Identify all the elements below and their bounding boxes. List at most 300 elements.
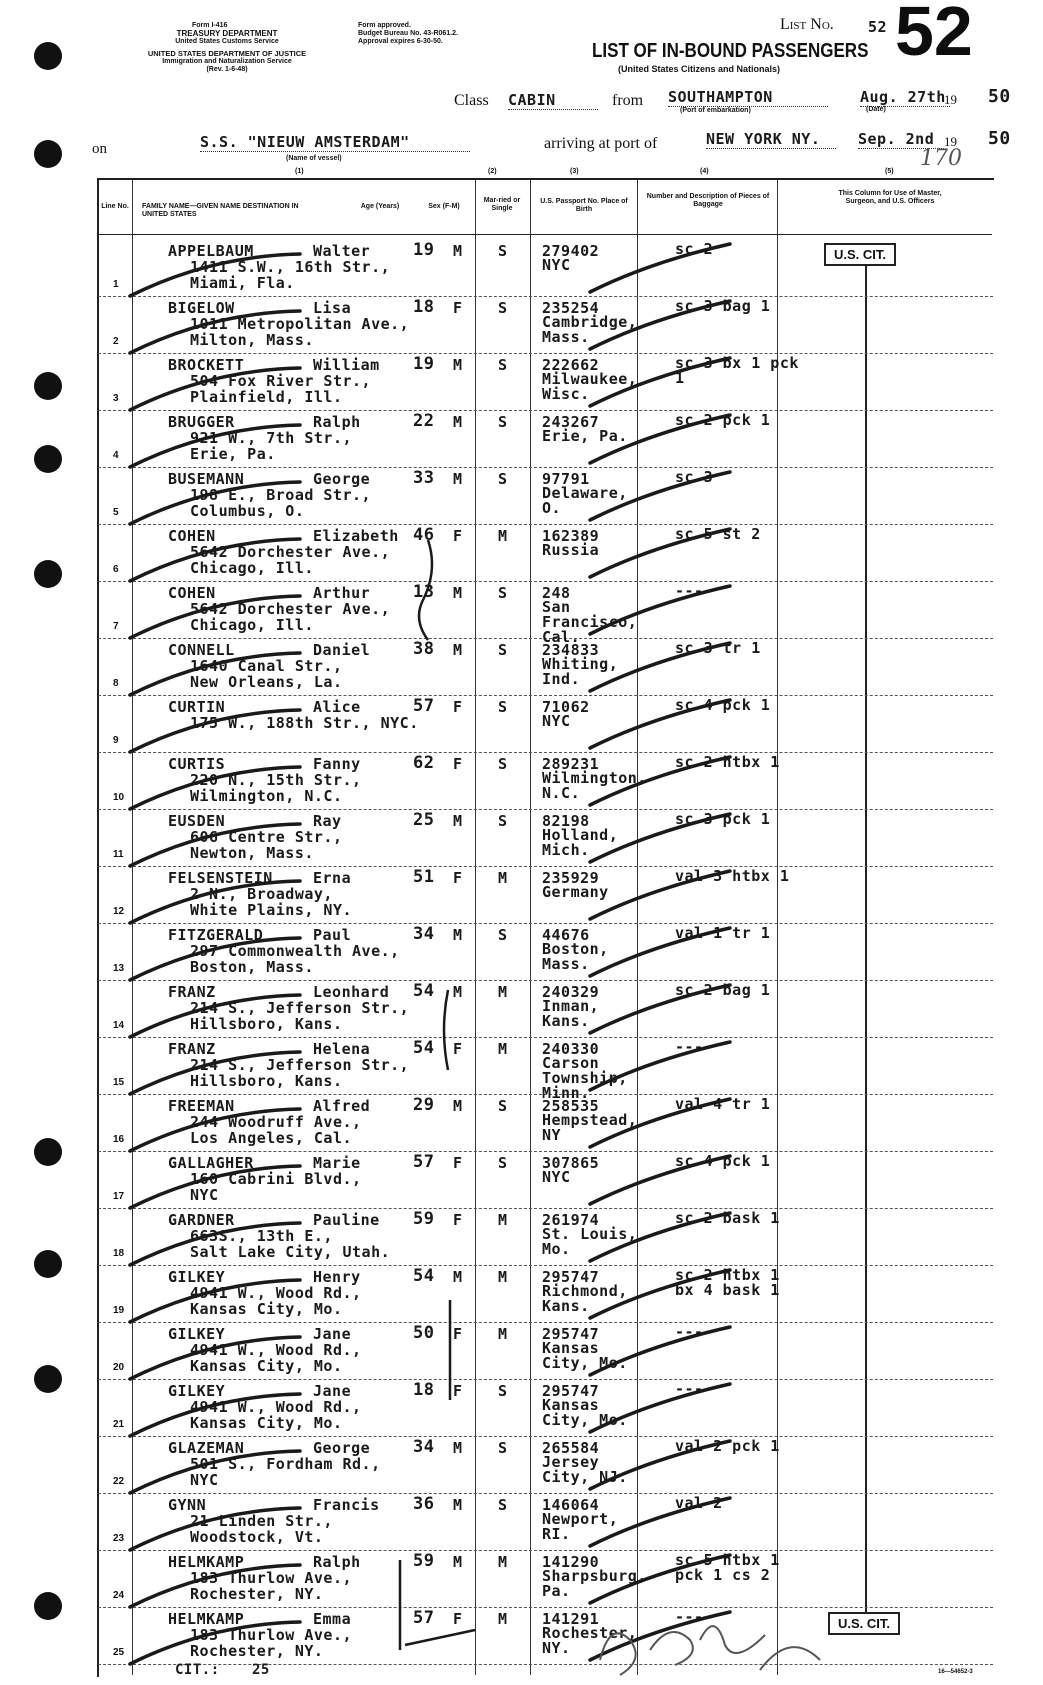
- place-of-birth: Jersey City, NJ.: [542, 1453, 628, 1486]
- tick-mark: [130, 482, 300, 524]
- address-line-2: Chicago, Ill.: [190, 559, 314, 577]
- tick-mark: [590, 358, 730, 406]
- marital-status: M: [498, 1268, 508, 1286]
- line-number: 11: [113, 849, 124, 860]
- year-prefix-2: 19: [944, 134, 957, 149]
- age: 38: [413, 639, 435, 659]
- tick-mark: [130, 1052, 300, 1094]
- departure-date: Aug. 27th: [860, 88, 950, 107]
- line-number: 10: [113, 792, 125, 803]
- age: 57: [413, 696, 435, 716]
- baggage: sc 2 htbx 1 bx 4 bask 1: [675, 1266, 780, 1299]
- marital-status: M: [498, 1325, 508, 1343]
- col-number: (5): [885, 168, 894, 175]
- tick-mark: [590, 1327, 730, 1375]
- address-line-2: White Plains, NY.: [190, 901, 353, 919]
- tick-mark: [590, 529, 730, 577]
- passport-number: 235929: [542, 869, 600, 887]
- age: 36: [413, 1494, 435, 1514]
- family-name: GYNN: [168, 1496, 207, 1514]
- line-number: 5: [113, 507, 119, 518]
- tick-mark: [590, 415, 730, 463]
- address-line-1: 21 Linden Str.,: [190, 1512, 333, 1530]
- age: 13: [413, 582, 435, 602]
- line-number: 7: [113, 621, 119, 632]
- address-line-1: 663S., 13th E.,: [190, 1227, 333, 1245]
- place-of-birth: Delaware, O.: [542, 484, 628, 517]
- tick-mark: [130, 1223, 300, 1265]
- marital-status: S: [498, 413, 508, 431]
- place-of-birth: Cambridge, Mass.: [542, 313, 638, 346]
- address-line-1: 220 N., 15th Str.,: [190, 771, 362, 789]
- address-line-1: 606 Centre Str.,: [190, 828, 343, 846]
- address-line-1: 504 Fox River Str.,: [190, 372, 372, 390]
- tick-mark: [590, 586, 730, 634]
- marital-status: S: [498, 1154, 508, 1172]
- address-line-1: 297 Commonwealth Ave.,: [190, 942, 400, 960]
- passport-number: 265584: [542, 1439, 600, 1457]
- line-number: 16: [113, 1134, 125, 1145]
- address-line-2: Hillsboro, Kans.: [190, 1015, 343, 1033]
- line-number: 1: [113, 279, 119, 290]
- family-name: COHEN: [168, 584, 216, 602]
- address-line-1: 1011 Metropolitan Ave.,: [190, 315, 410, 333]
- line-number: 13: [113, 963, 125, 974]
- line-number: 25: [113, 1647, 125, 1658]
- baggage: sc 3 pck 1: [675, 810, 771, 828]
- passport-number: 243267: [542, 413, 600, 431]
- given-name: Paul: [313, 926, 352, 944]
- vessel-note: (Name of vessel): [286, 155, 342, 162]
- tick-mark: [130, 710, 300, 752]
- family-name: HELMKAMP: [168, 1553, 245, 1571]
- marital-status: S: [498, 812, 508, 830]
- place-of-birth: Germany: [542, 883, 609, 901]
- tick-mark: [590, 1156, 730, 1204]
- family-name: GARDNER: [168, 1211, 235, 1229]
- age: 22: [413, 411, 435, 431]
- col-header-age: Age (Years): [360, 203, 400, 210]
- given-name: Fanny: [313, 755, 361, 773]
- passport-number: 141291: [542, 1610, 600, 1628]
- baggage: ----: [675, 1038, 714, 1056]
- address-line-2: New Orleans, La.: [190, 673, 343, 691]
- family-name: GLAZEMAN: [168, 1439, 245, 1457]
- given-name: Erna: [313, 869, 352, 887]
- tick-mark: [130, 311, 300, 353]
- budget-bureau: Budget Bureau No. 43-R061.2.: [358, 30, 458, 37]
- given-name: Elizabeth: [313, 527, 399, 545]
- tick-mark: [130, 254, 300, 296]
- tick-mark: [130, 1109, 300, 1151]
- place-of-birth: Kansas City, Mo.: [542, 1339, 628, 1372]
- sex: F: [453, 755, 463, 773]
- given-name: Helena: [313, 1040, 371, 1058]
- baggage: sc 5 htbx 1 pck 1 cs 2: [675, 1551, 780, 1584]
- given-name: Alice: [313, 698, 361, 716]
- address-line-2: Rochester, NY.: [190, 1642, 324, 1660]
- tick-mark: [130, 1565, 300, 1607]
- given-name: Henry: [313, 1268, 361, 1286]
- justice-dept: UNITED STATES DEPARTMENT OF JUSTICE: [147, 49, 307, 58]
- baggage: ----: [675, 1323, 714, 1341]
- baggage: val 4 tr 1: [675, 1095, 771, 1113]
- baggage: sc 2: [675, 240, 714, 258]
- given-name: Pauline: [313, 1211, 380, 1229]
- address-line-2: Los Angeles, Cal.: [190, 1129, 353, 1147]
- passport-number: 240330: [542, 1040, 600, 1058]
- address-line-2: Miami, Fla.: [190, 274, 295, 292]
- sex: F: [453, 869, 463, 887]
- bracket-mark: [400, 540, 475, 1650]
- baggage: sc 3 bx 1 pck 1: [675, 354, 799, 387]
- line-number: 4: [113, 450, 119, 461]
- baggage: sc 4 pck 1: [675, 696, 771, 714]
- family-name: FELSENSTEIN: [168, 869, 273, 887]
- tick-mark: [590, 472, 730, 520]
- tick-mark: [590, 1555, 730, 1603]
- col-number: (1): [295, 168, 304, 175]
- place-of-birth: Richmond, Kans.: [542, 1282, 628, 1315]
- address-line-2: Kansas City, Mo.: [190, 1300, 343, 1318]
- marital-status: M: [498, 527, 508, 545]
- handwritten-signature: [600, 1626, 820, 1675]
- age: 29: [413, 1095, 435, 1115]
- baggage: sc 2 bask 1: [675, 1209, 780, 1227]
- line-number: 19: [113, 1305, 125, 1316]
- tick-mark: [590, 757, 730, 805]
- cit-label: CIT.:: [175, 1662, 220, 1678]
- passport-number: 261974: [542, 1211, 600, 1229]
- tick-mark: [130, 1394, 300, 1436]
- sex: M: [453, 812, 463, 830]
- sex: M: [453, 983, 463, 1001]
- family-name: CONNELL: [168, 641, 235, 659]
- address-line-1: 198 E., Broad Str.,: [190, 486, 372, 504]
- tick-mark: [590, 1384, 730, 1432]
- place-of-birth: St. Louis, Mo.: [542, 1225, 638, 1258]
- cit-count: 25: [252, 1662, 270, 1678]
- col-number: (2): [488, 168, 497, 175]
- family-name: EUSDEN: [168, 812, 226, 830]
- baggage: sc 3 bag 1: [675, 297, 771, 315]
- sex: F: [453, 698, 463, 716]
- tick-mark: [590, 871, 730, 919]
- age: 54: [413, 981, 435, 1001]
- sex: M: [453, 641, 463, 659]
- class-value: CABIN: [508, 91, 598, 110]
- sex: F: [453, 1040, 463, 1058]
- marital-status: S: [498, 1439, 508, 1457]
- col-header-name: FAMILY NAME—GIVEN NAME DESTINATION IN UNITED STATES: [142, 203, 299, 218]
- address-line-1: 5642 Dorchester Ave.,: [190, 600, 391, 618]
- given-name: Ralph: [313, 1553, 361, 1571]
- line-number: 14: [113, 1020, 125, 1031]
- sex: M: [453, 584, 463, 602]
- family-name: HELMKAMP: [168, 1610, 245, 1628]
- rev-date: (Rev. 1-6-48): [206, 66, 248, 73]
- col-header-baggage: Number and Description of Pieces of Baggage: [646, 193, 770, 208]
- sex: M: [453, 356, 463, 374]
- year-prefix-1: 19: [944, 92, 957, 107]
- tick-mark: [590, 1213, 730, 1261]
- age: 54: [413, 1266, 435, 1286]
- tick-mark: [130, 824, 300, 866]
- baggage: val 2 pck 1: [675, 1437, 780, 1455]
- port-of-embarkation: SOUTHAMPTON: [668, 88, 828, 107]
- passport-number: 289231: [542, 755, 600, 773]
- address-line-2: Newton, Mass.: [190, 844, 314, 862]
- age: 51: [413, 867, 435, 887]
- family-name: GILKEY: [168, 1268, 226, 1286]
- tick-mark: [130, 767, 300, 809]
- tick-mark: [130, 368, 300, 410]
- passport-number: 71062: [542, 698, 590, 716]
- tick-mark: [590, 643, 730, 691]
- marital-status: S: [498, 584, 508, 602]
- place-of-birth: Carson Township, Minn.: [542, 1054, 628, 1102]
- tick-mark: [590, 244, 730, 292]
- marital-status: S: [498, 755, 508, 773]
- tick-mark: [130, 539, 300, 581]
- address-line-2: Woodstock, Vt.: [190, 1528, 324, 1546]
- line-number: 15: [113, 1077, 125, 1088]
- given-name: Jane: [313, 1325, 352, 1343]
- place-of-birth: Whiting, Ind.: [542, 655, 619, 688]
- marital-status: S: [498, 1382, 508, 1400]
- address-line-1: 4941 W., Wood Rd.,: [190, 1398, 362, 1416]
- sex: F: [453, 299, 463, 317]
- family-name: FRANZ: [168, 1040, 216, 1058]
- marital-status: S: [498, 299, 508, 317]
- address-line-1: 4941 W., Wood Rd.,: [190, 1341, 362, 1359]
- given-name: Emma: [313, 1610, 352, 1628]
- given-name: Leonhard: [313, 983, 390, 1001]
- passport-number: 82198: [542, 812, 590, 830]
- family-name: CURTIN: [168, 698, 226, 716]
- place-of-birth: Hempstead, NY: [542, 1111, 638, 1144]
- place-of-birth: Milwaukee, Wisc.: [542, 370, 638, 403]
- age: 19: [413, 240, 435, 260]
- address-line-2: Erie, Pa.: [190, 445, 276, 463]
- family-name: FREEMAN: [168, 1097, 235, 1115]
- sex: F: [453, 1154, 463, 1172]
- tick-mark: [130, 1280, 300, 1322]
- col-header-line: Line No.: [101, 203, 129, 210]
- family-name: BROCKETT: [168, 356, 245, 374]
- port-embark-note: (Port of embarkation): [680, 107, 751, 114]
- tick-mark: [130, 596, 300, 638]
- tick-mark: [130, 1166, 300, 1208]
- line-number: 2: [113, 336, 119, 347]
- address-line-2: Chicago, Ill.: [190, 616, 314, 634]
- sex: F: [453, 1382, 463, 1400]
- passport-number: 295747: [542, 1325, 600, 1343]
- age: 54: [413, 1038, 435, 1058]
- address-line-1: 183 Thurlow Ave.,: [190, 1569, 353, 1587]
- given-name: Arthur: [313, 584, 371, 602]
- age: 59: [413, 1551, 435, 1571]
- age: 33: [413, 468, 435, 488]
- age: 25: [413, 810, 435, 830]
- place-of-birth: NYC: [542, 1168, 571, 1186]
- marital-status: S: [498, 1097, 508, 1115]
- arriving-label: arriving at port of: [544, 135, 658, 152]
- address-line-1: 244 Woodruff Ave.,: [190, 1113, 362, 1131]
- passport-number: 295747: [542, 1382, 600, 1400]
- us-citizen-stamp-bottom: U.S. CIT.: [828, 1612, 900, 1635]
- tick-mark: [130, 1508, 300, 1550]
- address-line-2: Plainfield, Ill.: [190, 388, 343, 406]
- given-name: Ray: [313, 812, 342, 830]
- sex: M: [453, 413, 463, 431]
- marital-status: M: [498, 1211, 508, 1229]
- passport-number: 44676: [542, 926, 590, 944]
- address-line-1: 1411 S.W., 16th Str.,: [190, 258, 391, 276]
- sex: F: [453, 1610, 463, 1628]
- family-name: BUSEMANN: [168, 470, 245, 488]
- passport-number: 240329: [542, 983, 600, 1001]
- sex: M: [453, 242, 463, 260]
- age: 62: [413, 753, 435, 773]
- sex: F: [453, 527, 463, 545]
- arrival-date: Sep. 2nd: [858, 130, 944, 149]
- address-line-2: Hillsboro, Kans.: [190, 1072, 343, 1090]
- place-of-birth: NYC: [542, 712, 571, 730]
- address-line-1: 1640 Canal Str.,: [190, 657, 343, 675]
- marital-status: S: [498, 356, 508, 374]
- address-line-2: Milton, Mass.: [190, 331, 314, 349]
- age: 34: [413, 924, 435, 944]
- address-line-1: 501 S., Fordham Rd.,: [190, 1455, 381, 1473]
- marital-status: M: [498, 1040, 508, 1058]
- family-name: GALLAGHER: [168, 1154, 254, 1172]
- sex: F: [453, 1325, 463, 1343]
- marital-status: S: [498, 698, 508, 716]
- sex: M: [453, 1268, 463, 1286]
- address-line-2: Boston, Mass.: [190, 958, 314, 976]
- tick-mark: [130, 995, 300, 1037]
- place-of-birth: San Francisco, Cal.: [542, 598, 638, 646]
- handwritten-number: 170: [920, 146, 962, 171]
- address-line-1: 214 S., Jefferson Str.,: [190, 1056, 410, 1074]
- family-name: BIGELOW: [168, 299, 235, 317]
- col-number: (4): [700, 168, 709, 175]
- place-of-birth: Wilmington, N.C.: [542, 769, 647, 802]
- passport-number: 295747: [542, 1268, 600, 1286]
- marital-status: S: [498, 470, 508, 488]
- baggage: sc 2 pck 1: [675, 411, 771, 429]
- address-line-1: 160 Cabrini Blvd.,: [190, 1170, 362, 1188]
- baggage: val 1 tr 1: [675, 924, 771, 942]
- sex: M: [453, 1097, 463, 1115]
- passport-number: 222662: [542, 356, 600, 374]
- list-number-label: List No.: [780, 16, 834, 33]
- place-of-birth: Russia: [542, 541, 600, 559]
- passport-number: 307865: [542, 1154, 600, 1172]
- address-line-1: 5642 Dorchester Ave.,: [190, 543, 391, 561]
- sex: M: [453, 1439, 463, 1457]
- col-number: (3): [570, 168, 579, 175]
- form-number: Form I-416: [192, 22, 228, 29]
- passport-number: 279402: [542, 242, 600, 260]
- passport-number: 258535: [542, 1097, 600, 1115]
- tick-mark: [590, 700, 730, 748]
- line-number: 8: [113, 678, 119, 689]
- family-name: FRANZ: [168, 983, 216, 1001]
- tick-mark: [590, 985, 730, 1033]
- passport-number: 146064: [542, 1496, 600, 1514]
- tick-mark: [590, 814, 730, 862]
- address-line-1: 175 W., 188th Str., NYC.: [190, 714, 419, 732]
- tick-mark: [130, 653, 300, 695]
- place-of-birth: Holland, Mich.: [542, 826, 619, 859]
- tick-mark: [590, 1441, 730, 1489]
- marital-status: S: [498, 1496, 508, 1514]
- sex: M: [453, 470, 463, 488]
- address-line-1: 921 W., 7th Str.,: [190, 429, 353, 447]
- given-name: Alfred: [313, 1097, 371, 1115]
- address-line-2: NYC: [190, 1186, 219, 1204]
- customs-service: United States Customs Service: [175, 38, 279, 45]
- place-of-birth: Sharpsburg, Pa.: [542, 1567, 647, 1600]
- age: 46: [413, 525, 435, 545]
- line-number: 22: [113, 1476, 125, 1487]
- list-number-typed: 52: [868, 18, 888, 36]
- place-of-birth: NYC: [542, 256, 571, 274]
- baggage: ----: [675, 582, 714, 600]
- tick-mark: [590, 1498, 730, 1546]
- tick-mark: [130, 425, 300, 467]
- marital-status: S: [498, 242, 508, 260]
- family-name: COHEN: [168, 527, 216, 545]
- given-name: Lisa: [313, 299, 352, 317]
- sex: M: [453, 926, 463, 944]
- baggage: sc 3 tr 1: [675, 639, 761, 657]
- baggage: ----: [675, 1608, 714, 1626]
- place-of-birth: Inman, Kans.: [542, 997, 600, 1030]
- address-line-2: Kansas City, Mo.: [190, 1357, 343, 1375]
- line-number: 21: [113, 1419, 125, 1430]
- address-line-2: Wilmington, N.C.: [190, 787, 343, 805]
- address-line-2: NYC: [190, 1471, 219, 1489]
- passport-number: 234833: [542, 641, 600, 659]
- tick-mark: [590, 1270, 730, 1318]
- family-name: BRUGGER: [168, 413, 235, 431]
- given-name: George: [313, 1439, 371, 1457]
- marital-status: M: [498, 1553, 508, 1571]
- baggage: ----: [675, 1380, 714, 1398]
- sex: M: [453, 1496, 463, 1514]
- age: 19: [413, 354, 435, 374]
- baggage: sc 4 pck 1: [675, 1152, 771, 1170]
- address-line-2: Columbus, O.: [190, 502, 305, 520]
- col-header-officer: This Column for Use of Master, Surgeon, and U.S. Officers: [838, 190, 942, 205]
- print-code: 16—54652-3: [938, 1669, 973, 1675]
- baggage: sc 2 bag 1: [675, 981, 771, 999]
- baggage: sc 2 htbx 1: [675, 753, 780, 771]
- line-number: 3: [113, 393, 119, 404]
- given-name: George: [313, 470, 371, 488]
- family-name: CURTIS: [168, 755, 226, 773]
- passport-number: 162389: [542, 527, 600, 545]
- from-label: from: [612, 92, 644, 109]
- passport-number: 97791: [542, 470, 590, 488]
- line-number: 18: [113, 1248, 125, 1259]
- baggage: sc 3: [675, 468, 714, 486]
- tick-mark: [130, 1451, 300, 1493]
- address-line-1: 183 Thurlow Ave.,: [190, 1626, 353, 1644]
